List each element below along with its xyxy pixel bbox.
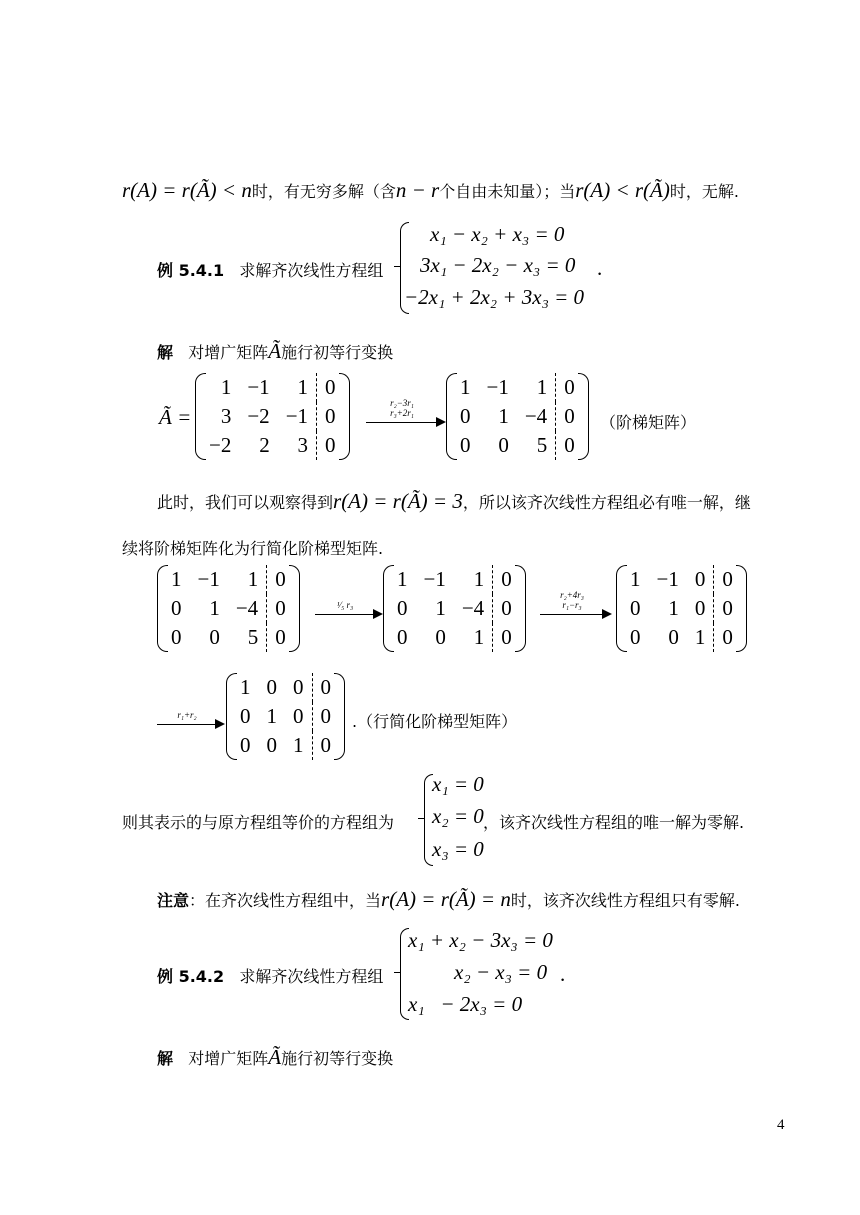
matrix-entry: 0 xyxy=(240,704,251,728)
row-op-label: r₂−3r₁ xyxy=(390,398,414,408)
matrix-entry: 0 xyxy=(209,625,220,649)
matrix-row xyxy=(195,402,350,431)
matrix-entry: 0 xyxy=(397,596,408,620)
matrix-entry: −1 xyxy=(247,375,270,399)
matrix-entry: 0 xyxy=(714,594,747,623)
matrix-entry: 1 xyxy=(630,567,641,591)
matrix-row xyxy=(157,565,300,594)
matrix-row xyxy=(226,702,345,731)
matrix-original xyxy=(195,373,350,460)
matrix-chain-2 xyxy=(383,565,526,652)
condition-line xyxy=(122,178,860,203)
matrix-entry: −1 xyxy=(486,375,509,399)
solution1-line xyxy=(157,339,393,364)
equation-3: −2x₁ + 2x₂ + 3x₃ = 0 xyxy=(404,285,585,309)
page-number: 4 xyxy=(777,1117,785,1133)
matrix-entry: 0 xyxy=(293,675,304,699)
row-op-arrow xyxy=(366,398,446,438)
solution-x3: x₃ = 0 xyxy=(432,837,484,861)
row-op-label: r₃+2r₁ xyxy=(390,408,414,418)
matrix-entry: 0 xyxy=(694,567,706,591)
augmented-symbol: Ã xyxy=(268,1045,282,1069)
matrix-entry: 0 xyxy=(312,673,345,702)
brace-tip xyxy=(394,972,400,973)
matrix-entry: 0 xyxy=(493,594,526,623)
text: 个自由未知量）；当 xyxy=(439,182,576,201)
row-op-label: r₁−r₃ xyxy=(562,600,582,610)
row-op-label: r₁+r₂ xyxy=(177,710,197,720)
matrix-entry: 0 xyxy=(460,404,471,428)
augmented-symbol: Ã xyxy=(268,339,282,363)
equation-2: 3x₁ − 2x₂ − x₃ = 0 xyxy=(420,253,576,277)
brace-tip xyxy=(394,266,400,267)
matrix-entry: 0 xyxy=(317,402,350,431)
rank-inequality: r(A) < r(Ã) xyxy=(575,178,670,202)
matrix-entry: 1 xyxy=(473,625,485,649)
matrix-entry: −4 xyxy=(461,596,485,620)
matrix-entry: −1 xyxy=(656,567,679,591)
matrix-reduced xyxy=(226,673,345,760)
example-label: 例 5.4.2 xyxy=(157,967,225,986)
text: 施行初等行变换 xyxy=(281,1049,394,1068)
matrix-row xyxy=(383,565,526,594)
solution-x1: x₁ = 0 xyxy=(432,772,484,796)
matrix-entry: 1 xyxy=(220,375,232,399)
row-op-arrow xyxy=(157,700,225,740)
text: 时，有无穷多解（含 xyxy=(251,182,396,201)
equation-1: x₁ − x₂ + x₃ = 0 xyxy=(430,222,565,246)
matrix-entry: 0 xyxy=(435,625,446,649)
rank-statement: r(A) = r(Ã) = 3 xyxy=(333,489,463,513)
matrix-entry: 0 xyxy=(714,623,747,652)
matrix-row xyxy=(195,373,350,402)
matrix-entry: 0 xyxy=(556,431,589,460)
matrix-entry: 0 xyxy=(171,625,182,649)
matrix-entry: 5 xyxy=(247,625,259,649)
example1-heading xyxy=(157,258,383,281)
matrix-entry: 1 xyxy=(266,704,277,728)
matrix-entry: 0 xyxy=(668,625,679,649)
solution-label: 解 xyxy=(157,1049,174,1068)
zero-solution-text: ，该齐次线性方程组的唯一解为零解. xyxy=(483,813,745,832)
equation-3: x₁ − 2x₃ = 0 xyxy=(408,992,523,1016)
matrix-entry: 1 xyxy=(297,375,309,399)
matrix-entry: 0 xyxy=(293,704,304,728)
matrix-entry: −4 xyxy=(235,596,259,620)
matrix-row xyxy=(195,431,350,460)
observation-line-2: 续将阶梯矩阵化为行简化阶梯型矩阵. xyxy=(122,539,384,558)
matrix-entry: 0 xyxy=(556,373,589,402)
matrix-entry: 0 xyxy=(317,373,350,402)
rank-equality: r(A) = r(Ã) < n xyxy=(122,178,252,202)
matrix-row xyxy=(383,623,526,652)
row-op-arrow xyxy=(315,590,383,630)
period: . xyxy=(560,962,566,986)
row-op-label: ¹⁄₅ r₃ xyxy=(336,600,354,610)
matrix-entry: 1 xyxy=(498,404,509,428)
equation-1: x₁ + x₂ − 3x₃ = 0 xyxy=(408,928,553,952)
matrix-entry: 1 xyxy=(209,596,220,620)
matrix-entry: 5 xyxy=(536,433,548,457)
matrix-entry: 1 xyxy=(536,375,548,399)
matrix-entry: 1 xyxy=(694,625,706,649)
matrix-entry: −1 xyxy=(423,567,446,591)
matrix-entry: 1 xyxy=(460,375,471,399)
matrix-row xyxy=(226,673,345,702)
matrix-entry: 0 xyxy=(317,431,350,460)
matrix-echelon xyxy=(446,373,589,460)
solution2-line xyxy=(157,1045,393,1070)
matrix-entry: 0 xyxy=(397,625,408,649)
note-line xyxy=(157,887,740,912)
matrix-entry: 1 xyxy=(397,567,408,591)
text: ，所以该齐次线性方程组必有唯一解，继 xyxy=(462,493,751,512)
matrix-entry: −2 xyxy=(209,433,232,457)
text: ：在齐次线性方程组中，当 xyxy=(189,891,382,910)
equivalent-text: 则其表示的与原方程组等价的方程组为 xyxy=(122,813,395,832)
matrix-entry: 1 xyxy=(435,596,446,620)
matrix-chain-1 xyxy=(157,565,300,652)
matrix-row xyxy=(383,594,526,623)
matrix-entry: 0 xyxy=(714,565,747,594)
matrix-row xyxy=(616,594,747,623)
rank-condition: r(A) = r(Ã) = n xyxy=(381,887,511,911)
matrix-entry: −1 xyxy=(285,404,309,428)
period: . xyxy=(597,256,603,280)
matrix-entry: 0 xyxy=(694,596,706,620)
matrix-entry: 0 xyxy=(267,565,300,594)
matrix-entry: 0 xyxy=(630,596,641,620)
reduced-note: .（行简化阶梯型矩阵） xyxy=(352,712,518,731)
solution-x2: x₂ = 0 xyxy=(432,804,484,828)
example-label: 例 5.4.1 xyxy=(157,261,225,280)
matrix-entry: −1 xyxy=(197,567,220,591)
matrix-row xyxy=(157,594,300,623)
matrix-entry: 0 xyxy=(267,623,300,652)
matrix-entry: 0 xyxy=(312,702,345,731)
row-op-label: r₂+4r₃ xyxy=(560,590,584,600)
matrix-entry: 3 xyxy=(220,404,232,428)
matrix-entry: 0 xyxy=(493,565,526,594)
matrix-entry: 0 xyxy=(556,402,589,431)
matrix-entry: 1 xyxy=(668,596,679,620)
free-count: n − r xyxy=(395,178,440,202)
matrix-row xyxy=(446,402,589,431)
matrix-entry: 1 xyxy=(473,567,485,591)
text: 对增广矩阵 xyxy=(188,1049,269,1068)
matrix-entry: 1 xyxy=(240,675,251,699)
matrix-entry: 0 xyxy=(266,675,277,699)
matrix-row xyxy=(226,731,345,760)
matrix-entry: 0 xyxy=(171,596,182,620)
text: 对增广矩阵 xyxy=(188,343,269,362)
matrix-entry: 0 xyxy=(460,433,471,457)
example2-heading xyxy=(157,964,383,987)
note-label: 注意 xyxy=(157,891,190,910)
text: 施行初等行变换 xyxy=(281,343,394,362)
matrix-entry: 1 xyxy=(171,567,182,591)
matrix-entry: −4 xyxy=(524,404,548,428)
echelon-note: （阶梯矩阵） xyxy=(600,413,697,432)
matrix-chain-3 xyxy=(616,565,747,652)
example-text: 求解齐次线性方程组 xyxy=(239,967,384,986)
matrix-row xyxy=(446,373,589,402)
text: 时，该齐次线性方程组只有零解. xyxy=(510,891,740,910)
matrix-entry: 0 xyxy=(630,625,641,649)
matrix-entry: 3 xyxy=(297,433,309,457)
matrix-entry: 0 xyxy=(493,623,526,652)
matrix-entry: 0 xyxy=(312,731,345,760)
matrix-lhs: Ã = xyxy=(159,405,192,429)
matrix-row xyxy=(616,623,747,652)
matrix-entry: 1 xyxy=(247,567,259,591)
equation-2: x₂ − x₃ = 0 xyxy=(454,960,548,984)
observation-line xyxy=(157,489,751,514)
example-text: 求解齐次线性方程组 xyxy=(239,261,384,280)
matrix-entry: 0 xyxy=(498,433,509,457)
matrix-row xyxy=(446,431,589,460)
brace-tip xyxy=(418,818,424,819)
text: 时，无解. xyxy=(669,182,739,201)
solution-label: 解 xyxy=(157,343,174,362)
matrix-entry: 1 xyxy=(293,733,304,757)
matrix-entry: 0 xyxy=(240,733,251,757)
row-op-arrow xyxy=(540,590,612,630)
matrix-entry: 0 xyxy=(266,733,277,757)
matrix-row xyxy=(157,623,300,652)
matrix-row xyxy=(616,565,747,594)
matrix-entry: −2 xyxy=(247,404,270,428)
matrix-entry: 2 xyxy=(259,433,270,457)
text: 此时，我们可以观察得到 xyxy=(157,493,334,512)
matrix-entry: 0 xyxy=(267,594,300,623)
